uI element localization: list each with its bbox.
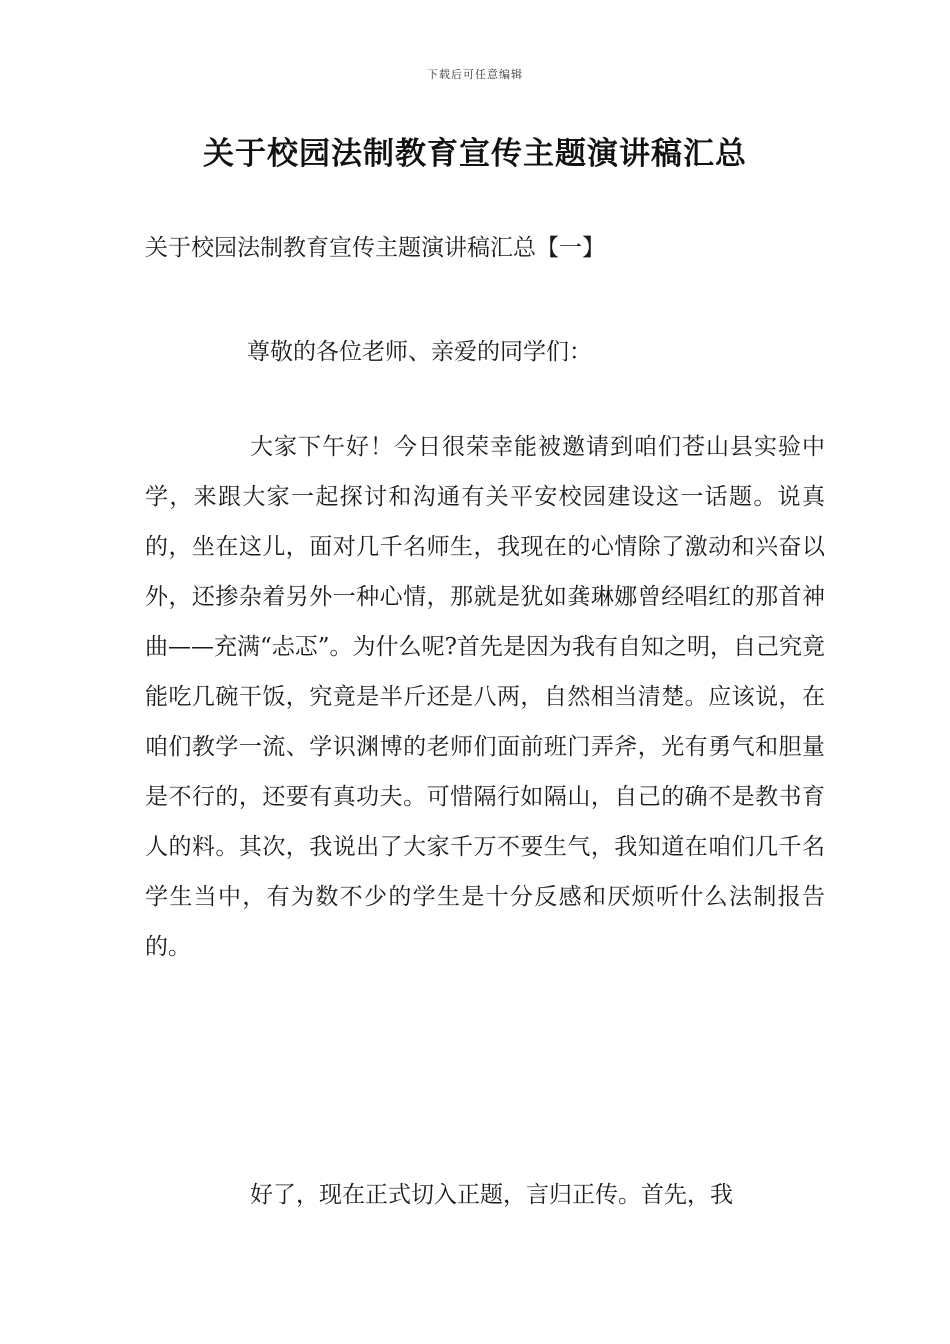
section-heading: 关于校园法制教育宣传主题演讲稿汇总【一】	[145, 235, 605, 261]
document-title: 关于校园法制教育宣传主题演讲稿汇总	[203, 136, 747, 172]
body-paragraph-2: 好了，现在正式切入正题，言归正传。首先，我	[250, 1182, 733, 1208]
header-note: 下载后可任意编辑	[427, 68, 523, 81]
body-paragraph-1: 大家下午好！今日很荣幸能被邀请到咱们苍山县实验中学，来跟大家一起探讨和沟通有关平安校园建设这一话题。说真的，坐在这儿，面对几千名师生，我现在的心情除了激动和兴奋以外，还掺杂着另外一种心情，那就是犹如龚琳娜曾经唱红的那首神曲——充满“忐忑”。为什么呢?首先是因为我有自知之明，自己究竟能吃几碗干饭，究竟是半斤还是八两，自然相当清楚。应该说，在咱们教学一流、学识渊博的老师们面前班门弄斧，光有勇气和胆量是不行的，还要有真功夫。可惜隔行如隔山，自己的确不是教书育人的料。其次，我说出了大家千万不要生气，我知道在咱们几千名学生当中，有为数不少的学生是十分反感和厌烦听什么法制报告的。	[145, 434, 825, 960]
salutation: 尊敬的各位老师、亲爱的同学们：	[247, 339, 592, 365]
